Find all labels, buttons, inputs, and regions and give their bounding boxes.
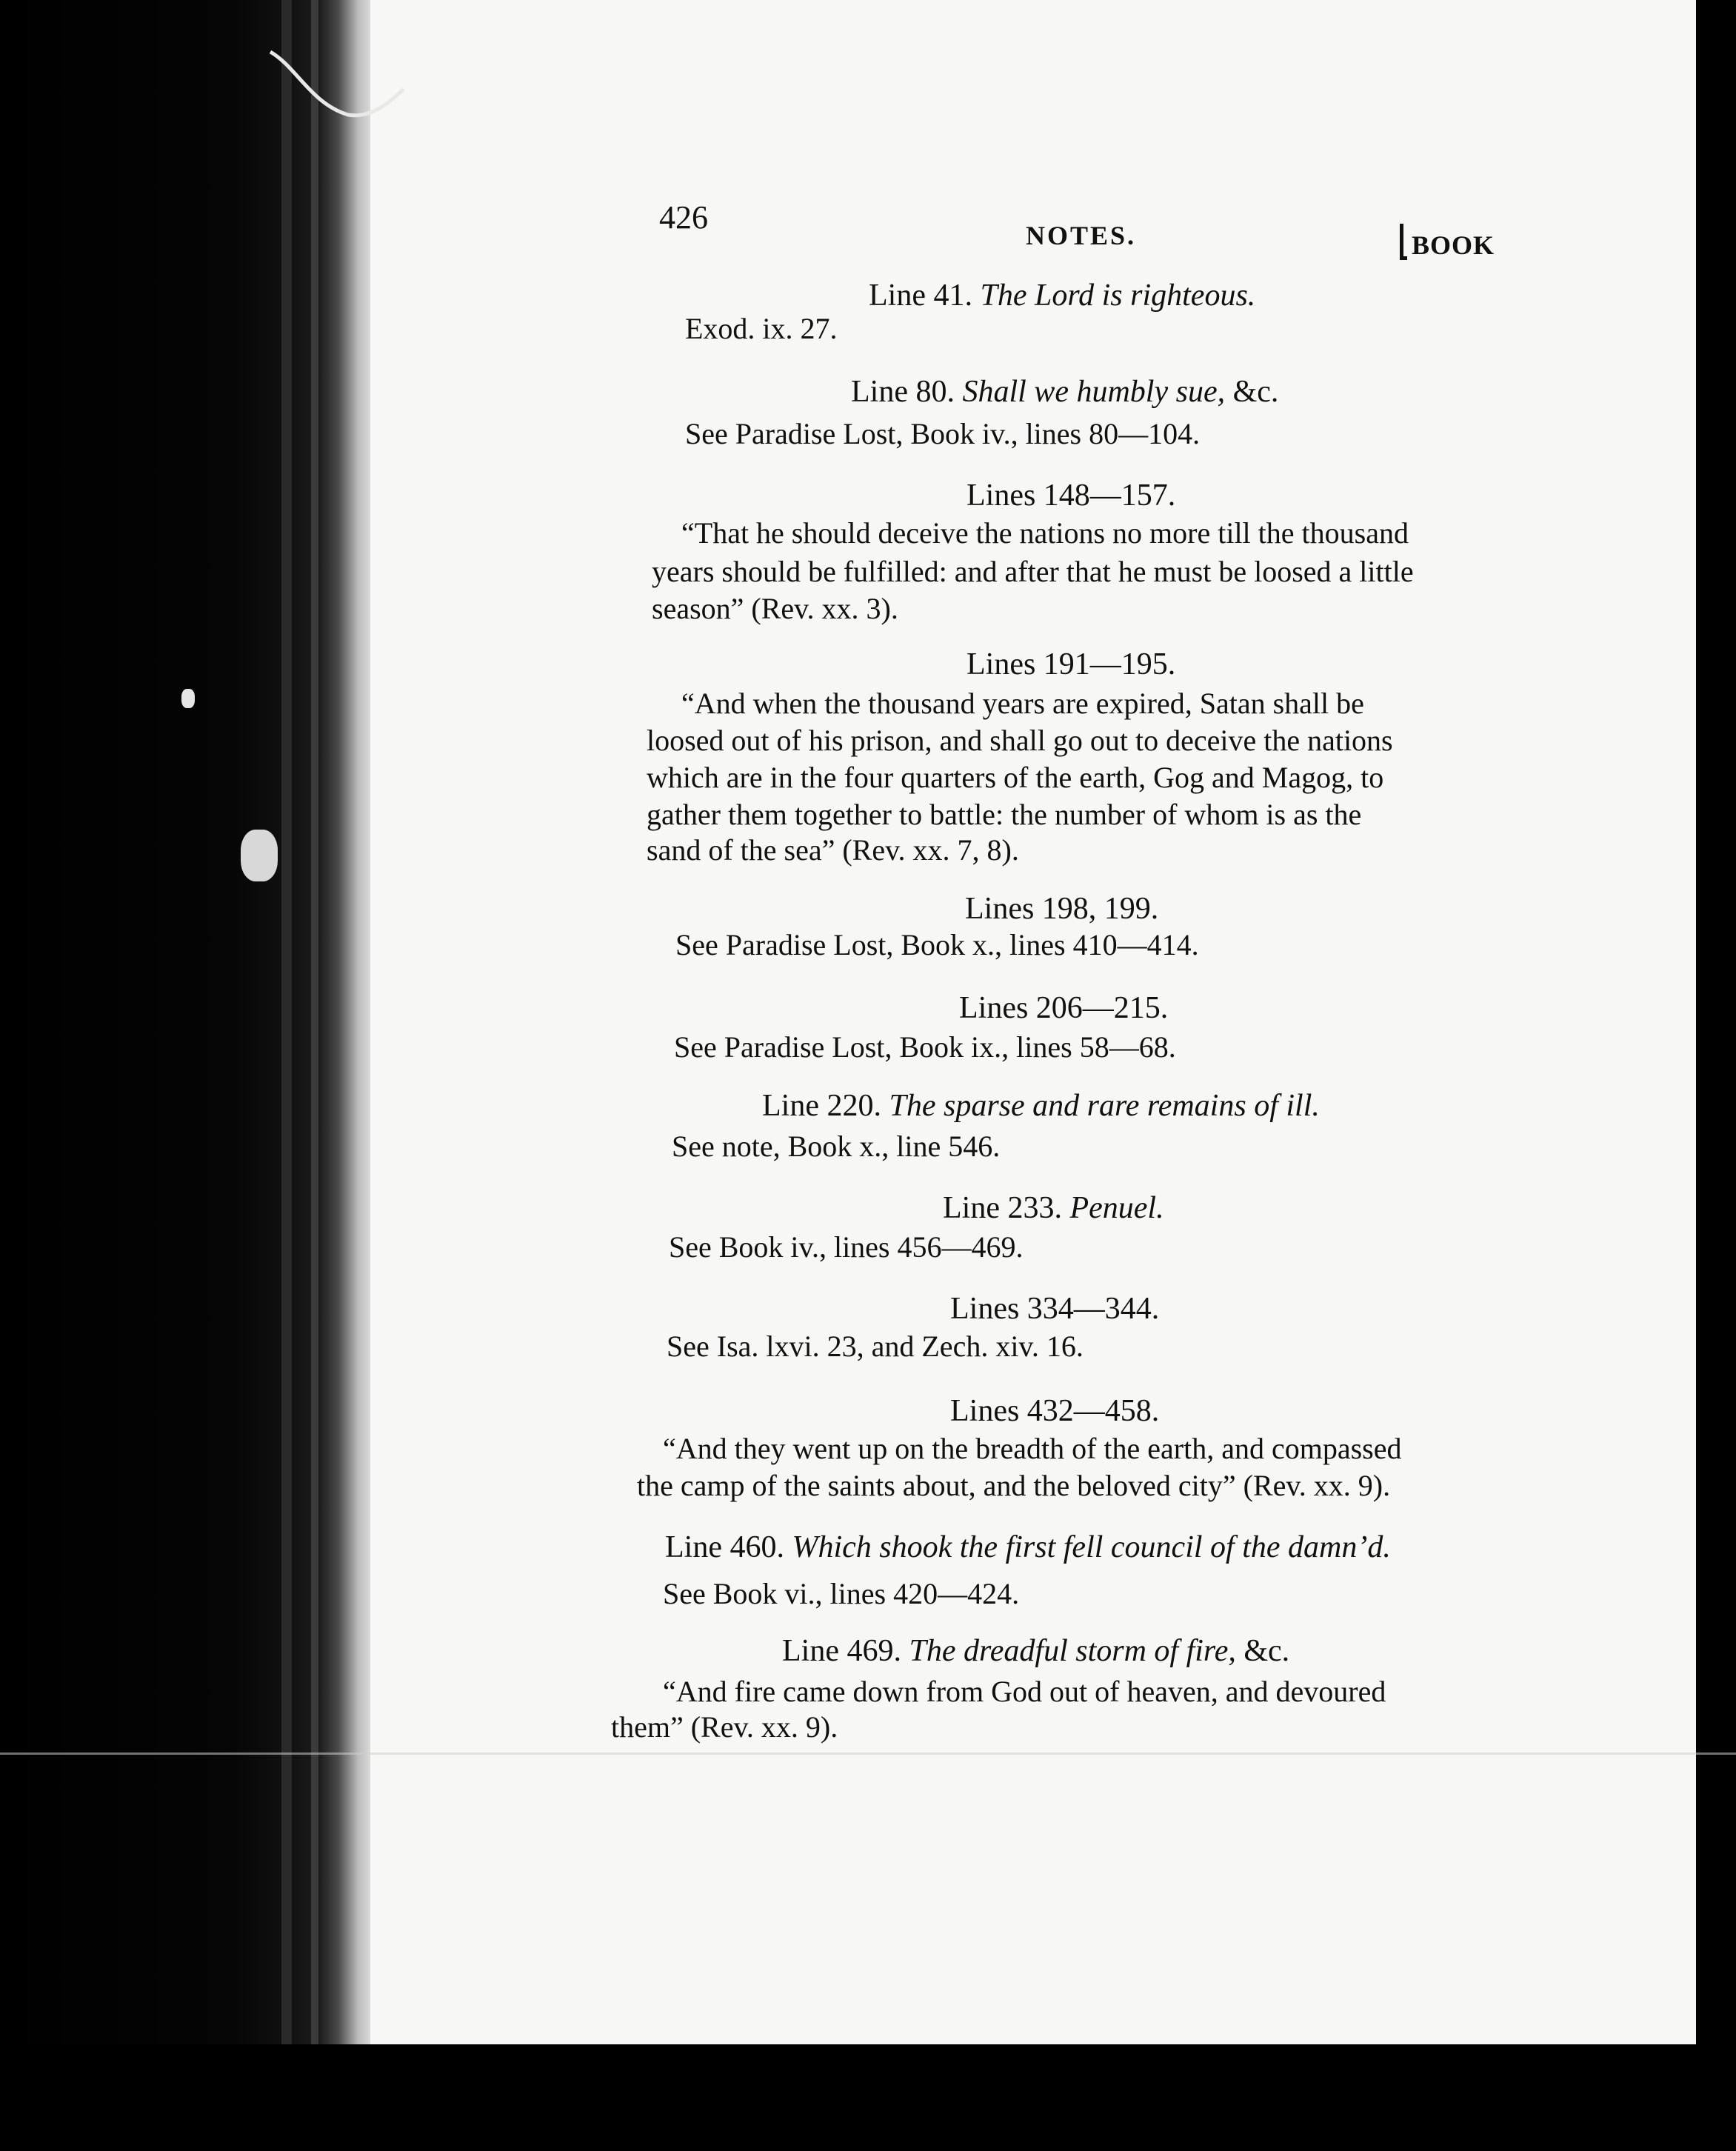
paper-curl-mark: [267, 44, 407, 126]
note-body: See Paradise Lost, Book ix., lines 58—68.: [674, 1030, 1176, 1064]
note-body: gather them together to battle: the number of whom is as the: [647, 798, 1362, 831]
note-heading: Line 220. The sparse and rare remains of ill.: [762, 1089, 1320, 1123]
note-body: the camp of the saints about, and the beloved city” (Rev. xx. 9).: [637, 1469, 1391, 1502]
note-heading: Lines 334—344.: [950, 1292, 1160, 1326]
note-heading: Line 469. The dreadful storm of fire, &c.: [782, 1634, 1290, 1668]
page-number: 426: [659, 199, 708, 236]
note-body: See Book iv., lines 456—469.: [669, 1230, 1024, 1264]
note-body: “That he should deceive the nations no more till the thousand: [681, 516, 1409, 550]
note-heading: Lines 191—195.: [967, 647, 1176, 681]
note-heading: Line 460. Which shook the first fell council of the damn’d.: [665, 1530, 1391, 1564]
note-body: years should be fulfilled: and after that he must be loosed a little: [652, 555, 1414, 588]
note-body: “And they went up on the breadth of the earth, and compassed: [663, 1432, 1402, 1465]
note-body: “And when the thousand years are expired, Satan shall be: [681, 687, 1364, 720]
scan-artifact-line: [0, 1753, 1736, 1755]
scan-speck: [241, 830, 278, 881]
note-body: See Paradise Lost, Book x., lines 410—414.: [675, 928, 1199, 961]
bottom-scan-border: [0, 2044, 1736, 2151]
note-body: loosed out of his prison, and shall go out to deceive the nations: [647, 724, 1393, 757]
note-body: See Isa. lxvi. 23, and Zech. xiv. 16.: [667, 1330, 1084, 1363]
note-body: sand of the sea” (Rev. xx. 7, 8).: [647, 833, 1019, 867]
scan-speck: [181, 689, 195, 708]
note-body: season” (Rev. xx. 3).: [652, 592, 898, 625]
note-heading: Lines 148—157.: [967, 478, 1176, 513]
note-heading: Lines 432—458.: [950, 1394, 1160, 1428]
note-heading: Lines 198, 199.: [965, 892, 1159, 926]
page-edge-stripe: [311, 0, 318, 2151]
note-heading: Line 80. Shall we humbly sue, &c.: [851, 375, 1279, 409]
note-body: “And fire came down from God out of heaven, and devoured: [663, 1675, 1386, 1708]
section-label: BOOK: [1412, 230, 1495, 260]
bracket-mark: [1400, 224, 1407, 260]
note-body: them” (Rev. xx. 9).: [611, 1710, 838, 1744]
page-fold-shadow: [318, 0, 378, 2104]
note-heading: Line 41. The Lord is righteous.: [869, 279, 1256, 313]
page-edge-stripe: [281, 0, 292, 2151]
note-heading: Line 233. Penuel.: [943, 1191, 1164, 1225]
note-body: See note, Book x., line 546.: [672, 1130, 1001, 1163]
note-body: which are in the four quarters of the earth, Gog and Magog, to: [647, 761, 1384, 794]
note-body: See Book vi., lines 420—424.: [663, 1577, 1020, 1610]
note-body: See Paradise Lost, Book iv., lines 80—104.: [685, 417, 1201, 450]
right-page-edge: [1696, 0, 1736, 2151]
running-title: NOTES.: [1026, 221, 1137, 250]
note-heading: Lines 206—215.: [959, 991, 1169, 1025]
running-section: [1400, 224, 1495, 260]
note-body: Exod. ix. 27.: [685, 312, 838, 345]
